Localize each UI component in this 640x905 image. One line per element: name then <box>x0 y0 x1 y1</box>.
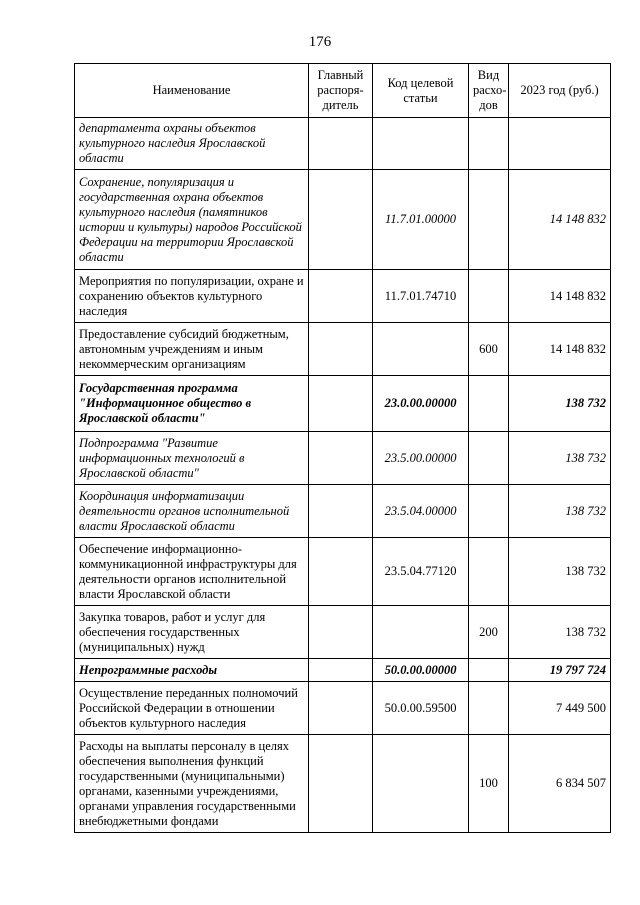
expense-type-cell <box>469 118 509 170</box>
name-cell: Непрограммные расходы <box>75 659 309 682</box>
amount-cell: 6 834 507 <box>509 735 611 833</box>
table-row <box>75 485 611 538</box>
table-header-row <box>75 64 611 118</box>
amount-cell: 138 732 <box>509 606 611 659</box>
page-number: 176 <box>308 34 332 50</box>
expense-type-cell: 100 <box>469 735 509 833</box>
amount-cell: 14 148 832 <box>509 270 611 323</box>
expense-type-cell <box>469 170 509 270</box>
budget-table <box>74 63 611 833</box>
name-cell: департамента охраны объектов культурного наследия Ярославской области <box>75 118 309 170</box>
main-manager-cell <box>309 659 373 682</box>
amount-cell: 138 732 <box>509 485 611 538</box>
table-row <box>75 432 611 485</box>
main-manager-cell <box>309 735 373 833</box>
amount-cell: 14 148 832 <box>509 170 611 270</box>
name-cell: Сохранение, популяризация и государственная охрана объектов культурного наследия (памятников истории и культуры) народов Российской Федерации на территории Ярославской области <box>75 170 309 270</box>
amount-cell: 138 732 <box>509 376 611 432</box>
target-code-cell: 50.0.00.00000 <box>373 659 469 682</box>
amount-cell: 138 732 <box>509 432 611 485</box>
expense-type-cell: 600 <box>469 323 509 376</box>
main-manager-cell <box>309 323 373 376</box>
name-cell: Расходы на выплаты персоналу в целях обеспечения выполнения функций государственными (муниципальными) органами, казенными учреждениями, органами управления государственными внебюджетными фондами <box>75 735 309 833</box>
table-row <box>75 682 611 735</box>
header-amount: 2023 год (руб.) <box>509 64 611 118</box>
main-manager-cell <box>309 432 373 485</box>
expense-type-cell <box>469 432 509 485</box>
table-row <box>75 659 611 682</box>
table-row <box>75 323 611 376</box>
name-cell: Мероприятия по популяризации, охране и сохранению объектов культурного наследия <box>75 270 309 323</box>
main-manager-cell <box>309 376 373 432</box>
expense-type-cell: 200 <box>469 606 509 659</box>
header-main-manager: Главный распоря-дитель <box>309 64 373 118</box>
header-expense-type: Вид расхо-дов <box>469 64 509 118</box>
name-cell: Координация информатизации деятельности органов исполнительной власти Ярославской области <box>75 485 309 538</box>
amount-cell: 14 148 832 <box>509 323 611 376</box>
table-row <box>75 270 611 323</box>
table-row <box>75 118 611 170</box>
name-cell: Государственная программа "Информационное общество в Ярославской области" <box>75 376 309 432</box>
target-code-cell <box>373 606 469 659</box>
amount-cell <box>509 118 611 170</box>
table-row <box>75 606 611 659</box>
amount-cell: 19 797 724 <box>509 659 611 682</box>
amount-cell: 7 449 500 <box>509 682 611 735</box>
main-manager-cell <box>309 538 373 606</box>
target-code-cell: 23.5.00.00000 <box>373 432 469 485</box>
expense-type-cell <box>469 538 509 606</box>
expense-type-cell <box>469 659 509 682</box>
name-cell: Осуществление переданных полномочий Российской Федерации в отношении объектов культурного наследия <box>75 682 309 735</box>
table-row <box>75 735 611 833</box>
name-cell: Предоставление субсидий бюджетным, автономным учреждениям и иным некоммерческим организациям <box>75 323 309 376</box>
name-cell: Обеспечение информационно-коммуникационной инфраструктуры для деятельности органов исполнительной власти Ярославской области <box>75 538 309 606</box>
main-manager-cell <box>309 485 373 538</box>
main-manager-cell <box>309 606 373 659</box>
name-cell: Закупка товаров, работ и услуг для обеспечения государственных (муниципальных) нужд <box>75 606 309 659</box>
main-manager-cell <box>309 170 373 270</box>
target-code-cell: 50.0.00.59500 <box>373 682 469 735</box>
expense-type-cell <box>469 270 509 323</box>
expense-type-cell <box>469 485 509 538</box>
target-code-cell <box>373 118 469 170</box>
target-code-cell: 11.7.01.00000 <box>373 170 469 270</box>
main-manager-cell <box>309 682 373 735</box>
main-manager-cell <box>309 270 373 323</box>
header-target-code: Код целевой статьи <box>373 64 469 118</box>
target-code-cell <box>373 323 469 376</box>
target-code-cell: 11.7.01.74710 <box>373 270 469 323</box>
header-name: Наименование <box>75 64 309 118</box>
amount-cell: 138 732 <box>509 538 611 606</box>
expense-type-cell <box>469 682 509 735</box>
target-code-cell: 23.5.04.00000 <box>373 485 469 538</box>
name-cell: Подпрограмма "Развитие информационных технологий в Ярославской области" <box>75 432 309 485</box>
target-code-cell: 23.5.04.77120 <box>373 538 469 606</box>
table-row <box>75 170 611 270</box>
table-body <box>75 118 611 833</box>
table-row <box>75 538 611 606</box>
target-code-cell: 23.0.00.00000 <box>373 376 469 432</box>
expense-type-cell <box>469 376 509 432</box>
table-row <box>75 376 611 432</box>
main-manager-cell <box>309 118 373 170</box>
target-code-cell <box>373 735 469 833</box>
